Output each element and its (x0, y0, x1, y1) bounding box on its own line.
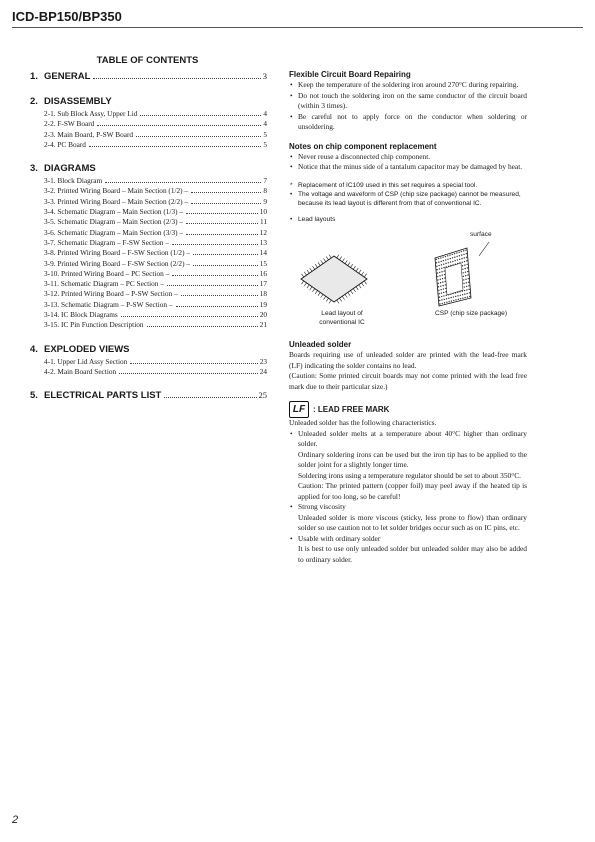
bullet-mark: • (290, 190, 293, 198)
ic109-note-text: Replacement of IC109 used in this set requires a special tool. (298, 181, 478, 189)
toc-item-page: 13 (259, 237, 267, 247)
lead-layouts-label: Lead layouts (298, 215, 336, 223)
toc-page-number: 3 (262, 71, 267, 81)
dot-leader (119, 373, 258, 374)
toc-item-label: 3-8. Printed Wiring Board – F-SW Section (1/2) – (44, 248, 190, 258)
dot-leader (193, 265, 258, 266)
lead-free-mark-row (289, 400, 527, 418)
toc-item-label: 3-5. Schematic Diagram – Main Section (2/3) – (44, 217, 184, 227)
dot-leader (172, 244, 258, 245)
toc-item (44, 176, 267, 186)
dot-leader (105, 182, 261, 183)
toc-item (44, 119, 267, 129)
toc-item-page: 18 (259, 289, 267, 299)
toc-item (44, 310, 267, 320)
header-rule (12, 27, 583, 28)
toc-section-number: 3. (30, 163, 38, 175)
table-of-contents (30, 70, 267, 414)
toc-section-heading (30, 162, 267, 175)
toc-item-page: 11 (259, 217, 267, 227)
toc-item-label: 3-4. Schematic Diagram – Main Section (1/3) – (44, 207, 184, 217)
lead-free-list (289, 429, 527, 566)
toc-item-page: 14 (259, 248, 267, 258)
dot-leader (181, 295, 258, 296)
dot-leader (186, 223, 258, 224)
model-name: ICD-BP150/BP350 (12, 9, 122, 24)
toc-section-heading (30, 95, 267, 108)
toc-section-heading (30, 343, 267, 356)
flex-bullet-1: • Keep the temperature of the soldering iron around 270°C during repairing. (289, 80, 527, 91)
dot-leader (136, 136, 261, 137)
star-mark: * (290, 181, 293, 189)
toc-section-heading (30, 389, 267, 402)
csp-caption: CSP (chip size package) (434, 310, 508, 318)
dot-leader (130, 363, 257, 364)
toc-item-page: 8 (263, 186, 267, 196)
toc-item-page: 15 (259, 258, 267, 268)
csp-figure (427, 234, 503, 308)
toc-item-label: 3-9. Printed Wiring Board – F-SW Section (2/2) – (44, 258, 190, 268)
toc-item-list (30, 176, 267, 330)
toc-item (44, 320, 267, 330)
csp-note-text: The voltage and waveform of CSP (chip size package) cannot be measured, because its lead layout is different from that of conventional IC. (298, 190, 521, 208)
toc-item-label: 3-2. Printed Wiring Board – Main Section (1/2) – (44, 186, 189, 196)
toc-section (30, 70, 267, 83)
dot-leader (186, 234, 258, 235)
toc-section-number: 1. (30, 71, 38, 82)
toc-item-page: 7 (263, 176, 267, 186)
toc-item-label: 2-4. PC Board (44, 139, 86, 149)
lead-free-bullet-2: • Strong viscosity Unleaded solder is more viscous (sticky, less prone to flow) than ordinary solder so use caution not to let solder bridges occur such as on IC pins, etc. (289, 502, 527, 534)
flex-repair-heading: Flexible Circuit Board Repairing (289, 70, 411, 79)
flex-bullet-2: • Do not touch the soldering iron on the same conductor of the circuit board (within 3 times). (289, 91, 527, 112)
toc-item-label: 3-10. Printed Wiring Board – PC Section – (44, 268, 170, 278)
toc-item (44, 217, 267, 227)
dot-leader (147, 326, 258, 327)
toc-section-title: DISASSEMBLY (44, 96, 112, 107)
toc-section-title: DIAGRAMS (44, 163, 96, 175)
toc-item-page: 24 (259, 366, 267, 376)
toc-item-page: 21 (259, 320, 267, 330)
dot-leader (186, 213, 258, 214)
dot-leader (121, 316, 258, 317)
toc-item (44, 109, 267, 119)
toc-item-label: 3-11. Schematic Diagram – PC Section – (44, 279, 164, 289)
lead-layouts-item (289, 215, 527, 224)
toc-section-number: 4. (30, 343, 38, 355)
toc-item-label: 3-14. IC Block Diagrams (44, 310, 118, 320)
toc-item-label: 2-1. Sub Block Assy, Upper Lid (44, 109, 138, 118)
dot-leader (89, 146, 261, 147)
toc-item-page: 23 (259, 356, 267, 366)
page-number: 2 (12, 814, 19, 826)
csp-note (289, 190, 527, 209)
toc-section (30, 162, 267, 330)
unleaded-paragraph-1: Boards requiring use of unleaded solder are printed with the lead-free mark (LF) indicating the solder contains no lead. (289, 350, 527, 370)
dot-leader (191, 192, 261, 193)
dot-leader (93, 78, 260, 79)
toc-item (44, 186, 267, 196)
conventional-ic-caption: Lead layout of conventional IC (319, 310, 365, 327)
lead-free-bullet-1: • Unleaded solder melts at a temperature about 40°C higher than ordinary solder. Ordinary soldering irons can be used but the iron tip has to be applied to the solder joint for a slightly longer time. Soldering irons using a temperature regulator should be set to about 350°C. Caution: The printed pattern (copper foil) may peel away if the heated tip is applied for too long, so be careful! (289, 429, 527, 503)
toc-item (44, 238, 267, 248)
unleaded-paragraph-2: (Caution: Some printed circuit boards may not come printed with the lead free mark due to their particular size.) (289, 371, 527, 391)
toc-item (44, 367, 267, 377)
chip-notes-list (289, 152, 527, 173)
toc-item-list (30, 357, 267, 378)
lead-free-bullet-3: • Usable with ordinary solder It is best to use only unleaded solder but unleaded solder may also be added to ordinary solder. (289, 534, 527, 566)
dot-leader (191, 203, 261, 204)
toc-item-label: 3-13. Schematic Diagram – P-SW Section – (44, 299, 173, 309)
toc-item-page: 16 (259, 268, 267, 278)
toc-item-label: 3-12. Printed Wiring Board – P-SW Section – (44, 289, 178, 299)
unleaded-heading: Unleaded solder (289, 340, 352, 350)
toc-section (30, 343, 267, 378)
dot-leader (172, 275, 257, 276)
lead-free-heading: : LEAD FREE MARK (313, 404, 390, 414)
dot-leader (97, 125, 261, 126)
toc-item-page: 20 (259, 310, 267, 320)
lead-layout-figures (289, 228, 527, 336)
conventional-ic-figure (295, 250, 373, 308)
lead-free-intro: Unleaded solder has the following characteristics. (289, 418, 437, 428)
toc-section-title: EXPLODED VIEWS (44, 343, 130, 355)
toc-item-label: 4-2. Main Board Section (44, 366, 117, 376)
toc-item (44, 197, 267, 207)
ic-notes (289, 181, 527, 225)
toc-item (44, 269, 267, 279)
toc-item (44, 289, 267, 299)
toc-item (44, 130, 267, 140)
toc-item-label: 3-7. Schematic Diagram – F-SW Section – (44, 237, 169, 247)
toc-item-page: 5 (263, 139, 267, 149)
surface-label: surface (470, 231, 492, 239)
toc-item-page: 5 (263, 129, 267, 139)
toc-section-number: 2. (30, 96, 38, 107)
toc-item-label: 2-3. Main Board, P-SW Board (44, 129, 134, 139)
toc-item-page: 17 (259, 279, 267, 289)
right-column (289, 69, 527, 565)
ic109-note (289, 181, 527, 190)
toc-item-page: 12 (259, 227, 267, 237)
toc-page-number: 25 (258, 390, 267, 401)
toc-item-list (30, 109, 267, 150)
toc-item-page: 4 (263, 109, 267, 118)
toc-section-title: ELECTRICAL PARTS LIST (44, 390, 162, 402)
toc-item (44, 279, 267, 289)
toc-item (44, 259, 267, 269)
dot-leader (176, 306, 258, 307)
dot-leader (164, 397, 256, 398)
lead-free-logo-icon: LF (289, 401, 309, 418)
toc-item-label: 3-6. Schematic Diagram – Main Section (3/3) – (44, 227, 184, 237)
toc-section-heading (30, 70, 267, 83)
chip-bullet-1: • Never reuse a disconnected chip component. (289, 152, 527, 163)
toc-item-label: 4-1. Upper Lid Assy Section (44, 356, 128, 366)
toc-item (44, 248, 267, 258)
toc-section-title: GENERAL (44, 71, 91, 82)
toc-title: TABLE OF CONTENTS (96, 55, 199, 66)
toc-item (44, 140, 267, 150)
dot-leader (167, 285, 258, 286)
toc-item-label: 2-2. F-SW Board (44, 119, 95, 129)
toc-item-page: 9 (263, 196, 267, 206)
flex-repair-list (289, 80, 527, 133)
chip-notes-heading: Notes on chip component replacement (289, 141, 437, 151)
bullet-mark: • (290, 215, 293, 223)
toc-item-label: 3-15. IC Pin Function Description (44, 320, 144, 330)
dot-leader (140, 115, 261, 116)
toc-item (44, 207, 267, 217)
flex-bullet-3: • Be careful not to apply force on the conductor when soldering or unsoldering. (289, 112, 527, 133)
toc-item (44, 228, 267, 238)
chip-bullet-2: • Notice that the minus side of a tantalum capacitor may be damaged by heat. (289, 162, 527, 173)
dot-leader (193, 254, 258, 255)
toc-item-label: 3-3. Printed Wiring Board – Main Section (2/2) – (44, 196, 189, 206)
toc-item-page: 19 (259, 299, 267, 309)
toc-item (44, 300, 267, 310)
toc-item-page: 4 (263, 119, 267, 129)
toc-item-label: 3-1. Block Diagram (44, 176, 103, 186)
toc-section (30, 389, 267, 402)
toc-section-number: 5. (30, 390, 38, 402)
toc-section (30, 95, 267, 150)
toc-item-page: 10 (259, 207, 267, 217)
toc-item (44, 357, 267, 367)
